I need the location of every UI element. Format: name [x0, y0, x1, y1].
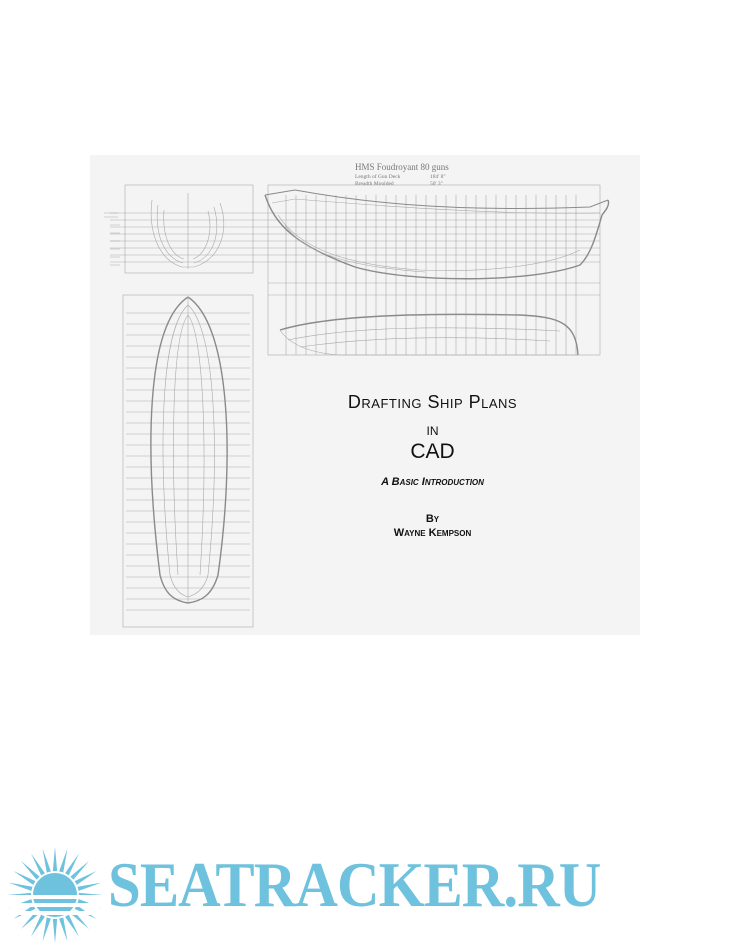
cover-title-line2: in	[426, 420, 439, 439]
watermark-text: SEATRACKER.RU	[108, 849, 601, 920]
cover-by: By	[425, 513, 440, 525]
spec-label: Length of Gun Deck	[355, 174, 401, 180]
ship-plan-drawing	[90, 155, 640, 635]
spec-label: Breadth Moulded	[355, 181, 394, 187]
watermark	[0, 830, 730, 950]
sun-icon	[5, 845, 105, 945]
spec-value: 184' 8"	[430, 174, 446, 180]
cover-author: Wayne Kempson	[393, 527, 472, 539]
cover-title-line1: Drafting Ship Plans	[347, 392, 518, 412]
ship-name: HMS Foudroyant 80 guns	[355, 162, 449, 172]
spec-value: 50' 3"	[430, 181, 443, 187]
cover-subtitle: A Basic Introduction	[381, 476, 484, 488]
cover-title-line3: CAD	[410, 440, 455, 463]
